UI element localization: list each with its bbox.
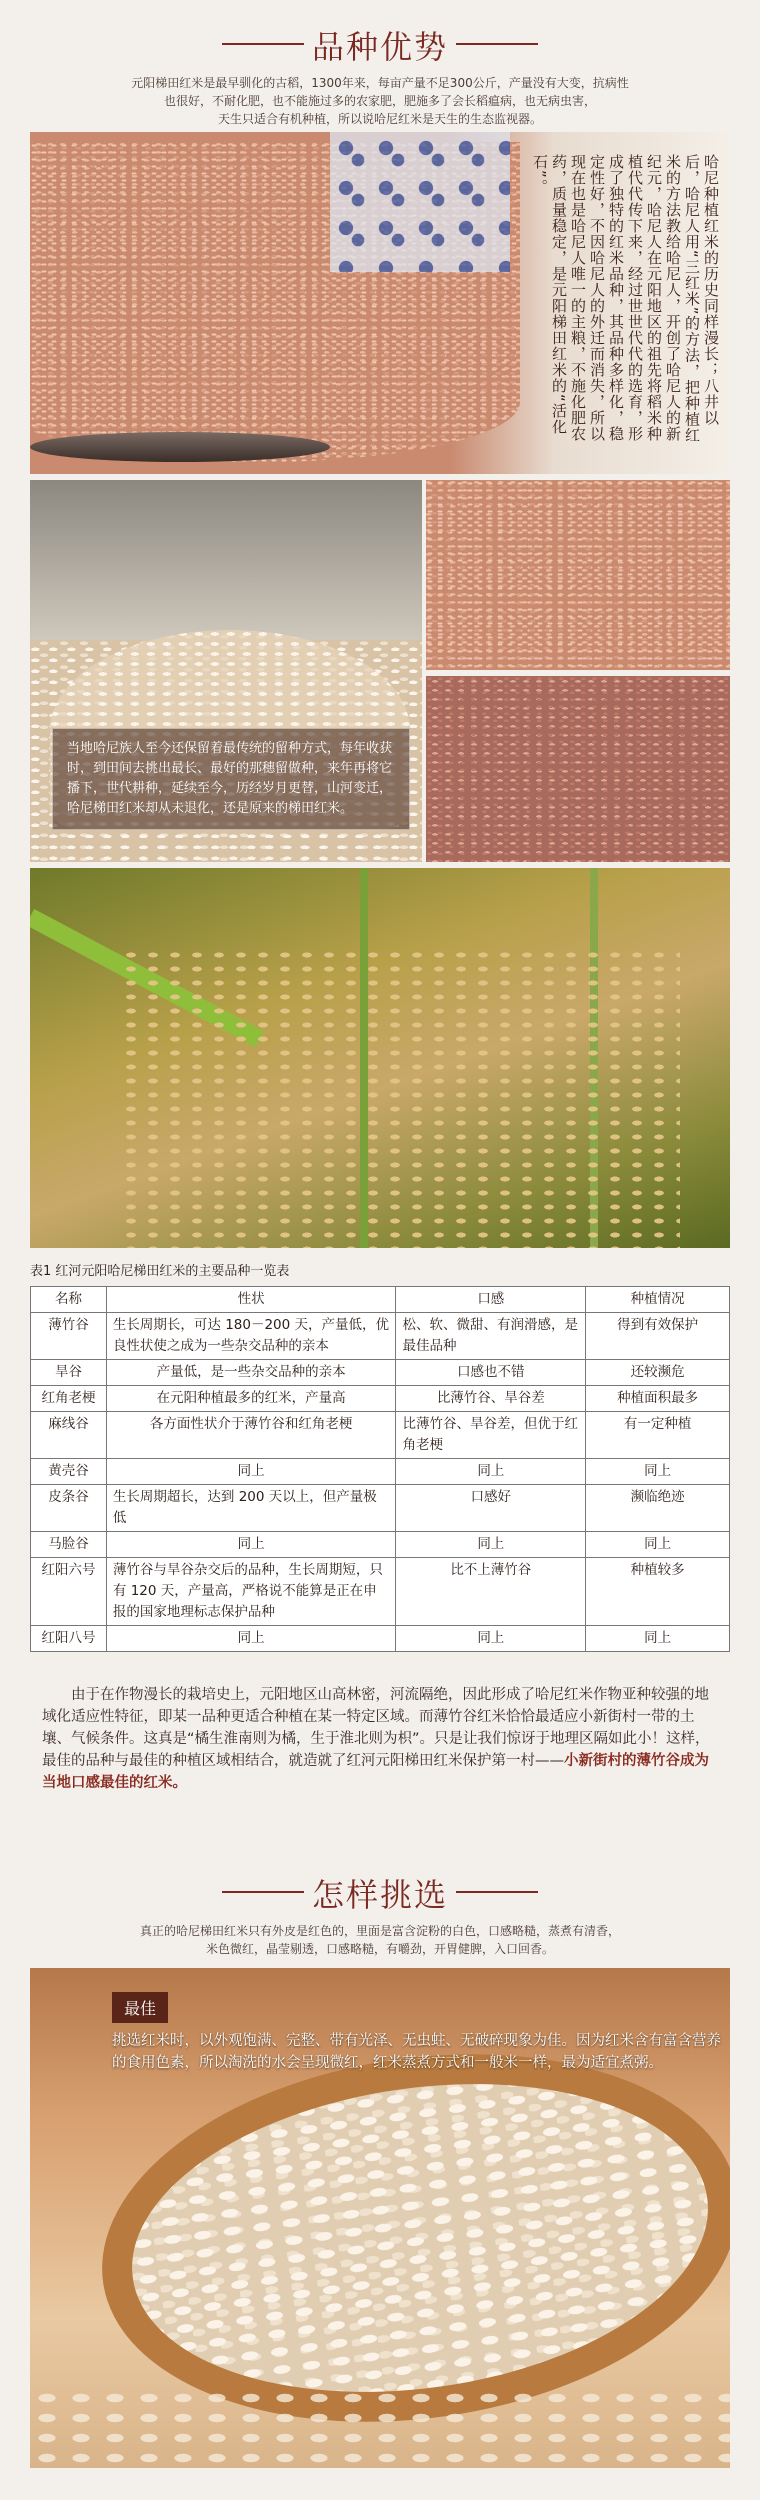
header-traits: 性状 — [106, 1287, 396, 1313]
cell-traits: 同上 — [106, 1459, 396, 1485]
best-description: 挑选红米时，以外观饱满、完整、带有光泽、无虫蛀、无破碎现象为佳。因为红米含有富含营养的食用色素，所以淘洗的水会呈现微红，红米蒸煮方式和一般米一样，最为适宜煮粥。 — [112, 2033, 721, 2071]
cell-name: 薄竹谷 — [31, 1313, 107, 1360]
section-title-variety-advantage: 品种优势 — [311, 28, 448, 66]
cell-planting: 同上 — [586, 1532, 730, 1558]
paragraph-highlight: 小新街村的薄竹谷成为当地口感最佳的红米。 — [42, 1753, 709, 1791]
rice-spoon-photo — [30, 1968, 730, 2468]
blue-white-bowl-pattern — [330, 132, 510, 272]
cell-planting: 同上 — [586, 1626, 730, 1652]
heritage-caption: 当地哈尼族人至今还保留着最传统的留种方式，每年收获时，到田间去挑出最长、最好的那穗留做种，来年再将它播下，世代耕种，延续至今，历经岁月更替，山河变迁，哈尼梯田红米却从未退化，还是原来的梯田红米。 — [52, 728, 410, 830]
table-row — [31, 1485, 730, 1532]
best-badge: 最佳 — [112, 1992, 168, 2023]
rice-panicles — [120, 948, 680, 1248]
section2-intro — [60, 1922, 700, 1958]
title-rule-right-2 — [456, 1891, 538, 1893]
cell-name: 红阳六号 — [31, 1558, 107, 1626]
cell-name: 旱谷 — [31, 1360, 107, 1386]
cell-traits: 生长周期长，可达 180－200 天，产量低，优良性状使之成为一些杂交品种的亲本 — [106, 1313, 396, 1360]
cell-planting: 得到有效保护 — [586, 1313, 730, 1360]
cell-planting: 濒临绝迹 — [586, 1485, 730, 1532]
intro-line-3: 天生只适合有机种植，所以说哈尼红米是天生的生态监视器。 — [217, 112, 542, 126]
table-row — [31, 1459, 730, 1485]
cell-taste: 松、软、微甜、有润滑感，是最佳品种 — [396, 1313, 586, 1360]
cell-taste: 口感好 — [396, 1485, 586, 1532]
intro-line-1: 元阳梯田红米是最早驯化的古稻，1300年来，每亩产量不足300公斤，产量没有大变，抗病性 — [131, 76, 629, 90]
paragraph-body: 由于在作物漫长的栽培史上，元阳地区山高林密，河流隔绝，因此形成了哈尼红米作物亚种较强的地域化适应性特征，即某一品种更适合种植在某一特定区域。而薄竹谷红米恰恰最适应小新街村一带的土壤、气候条件。这真是“橘生淮南则为橘，生于淮北则为枳”。只是让我们惊讶于地理区隔如此小！这样，最佳的品种与最佳的种植区域相结合，就造就了红河元阳梯田红米保护第一村—— — [42, 1687, 710, 1769]
hero-vertical-text: 哈尼种植红米的历史同样漫长；八井以后，哈尼人用“三红米”的方法，把种植红米的方法教给哈尼人，开创了哈尼人的新纪元，哈尼人在元阳地区的祖先将稻米种植代代传下来，经过世世代代的选育，形成了独特的红米品种，其品种多样化，稳定性好，不因哈尼人的外迁而消失，所以现在也是哈尼人唯一的主粮，不施化肥农药，质量稳定，是元阳梯田红米的“活化石”。 — [531, 154, 720, 444]
cell-planting: 种植面积最多 — [586, 1386, 730, 1412]
cell-name: 黄壳谷 — [31, 1459, 107, 1485]
cell-planting: 种植较多 — [586, 1558, 730, 1626]
white-rice-photo — [30, 480, 422, 862]
varieties-table — [30, 1286, 730, 1652]
header-planting: 种植情况 — [586, 1287, 730, 1313]
red-rice-photo-top — [426, 480, 730, 670]
cell-traits: 各方面性状介于薄竹谷和红角老梗 — [106, 1412, 396, 1459]
rice-plant-photo — [30, 868, 730, 1248]
intro2-line-2: 米色微红，晶莹剔透，口感略糙，有嚼劲，开胃健脾，入口回香。 — [205, 1942, 554, 1956]
scattered-rice-bottom — [30, 2388, 730, 2468]
section-title-how-to-choose: 怎样挑选 — [311, 1876, 448, 1914]
photo-sky-gradient — [30, 480, 422, 640]
cell-traits: 产量低，是一些杂交品种的亲本 — [106, 1360, 396, 1386]
table-row — [31, 1532, 730, 1558]
section1-intro — [60, 74, 700, 128]
table-row — [31, 1626, 730, 1652]
cell-name: 皮条谷 — [31, 1485, 107, 1532]
table-row — [31, 1360, 730, 1386]
cell-planting: 同上 — [586, 1459, 730, 1485]
cell-taste: 同上 — [396, 1459, 586, 1485]
cell-traits: 同上 — [106, 1532, 396, 1558]
cell-traits: 同上 — [106, 1626, 396, 1652]
table-header-row — [31, 1287, 730, 1313]
title-rule-right — [456, 43, 538, 45]
table-row — [31, 1313, 730, 1360]
cell-name: 麻线谷 — [31, 1412, 107, 1459]
cell-name: 红角老梗 — [31, 1386, 107, 1412]
header-name: 名称 — [31, 1287, 107, 1313]
cell-planting: 有一定种植 — [586, 1412, 730, 1459]
hero-rice-image — [30, 132, 730, 474]
intro2-line-1: 真正的哈尼梯田红米只有外皮是红色的，里面是富含淀粉的白色，口感略糙，蒸煮有清香， — [139, 1924, 620, 1938]
cell-traits: 在元阳种植最多的红米，产量高 — [106, 1386, 396, 1412]
table-title: 表1 红河元阳哈尼梯田红米的主要品种一览表 — [30, 1264, 290, 1279]
table-row — [31, 1412, 730, 1459]
cell-planting: 还较濒危 — [586, 1360, 730, 1386]
cell-taste: 比薄竹谷、旱谷差 — [396, 1386, 586, 1412]
region-paragraph — [42, 1684, 722, 1794]
cell-taste: 比不上薄竹谷 — [396, 1558, 586, 1626]
bowl-rim — [30, 432, 330, 462]
table-row — [31, 1558, 730, 1626]
intro-line-2: 也很好，不耐化肥，也不能施过多的农家肥，肥施多了会长稻瘟病，也无病虫害， — [163, 94, 596, 108]
cell-taste: 同上 — [396, 1626, 586, 1652]
cell-traits: 生长周期超长，达到 200 天以上，但产量极低 — [106, 1485, 396, 1532]
cell-taste: 口感也不错 — [396, 1360, 586, 1386]
cell-taste: 同上 — [396, 1532, 586, 1558]
cell-name: 马脸谷 — [31, 1532, 107, 1558]
cell-traits: 薄竹谷与旱谷杂交后的品种，生长周期短，只有 120 天，产量高，严格说不能算是正在申报的国家地理标志保护品种 — [106, 1558, 396, 1626]
header-taste: 口感 — [396, 1287, 586, 1313]
cell-taste: 比薄竹谷、旱谷差，但优于红角老梗 — [396, 1412, 586, 1459]
cell-name: 红阳八号 — [31, 1626, 107, 1652]
red-rice-photo-bottom — [426, 676, 730, 862]
table-row — [31, 1386, 730, 1412]
